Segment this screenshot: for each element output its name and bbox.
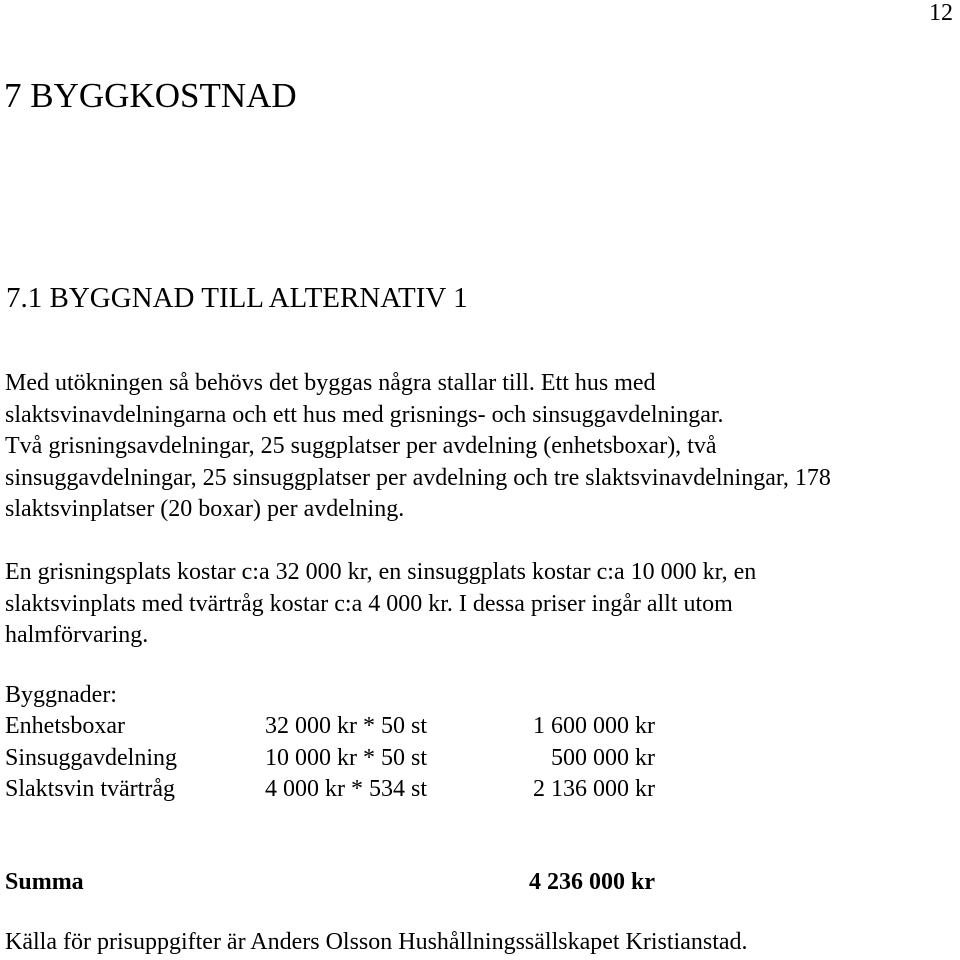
summary-label: Summa [5, 869, 84, 895]
paragraph-line: halmförvaring. [5, 622, 149, 648]
page-number: 12 [929, 0, 953, 26]
intro-paragraph [5, 368, 831, 526]
buildings-label: Byggnader: [5, 682, 117, 708]
source-note: Källa för prisuppgifter är Anders Olsson Hushållningssällskapet Kristianstad. [5, 929, 748, 955]
paragraph-line: Två grisningsavdelningar, 25 suggplatser per avdelning (enhetsboxar), två [5, 433, 717, 459]
cost-row [5, 774, 665, 806]
cost-item-calculation: 4 000 kr * 534 st [265, 776, 427, 802]
cost-item-name: Sinsuggavdelning [5, 744, 177, 771]
summary-total: 4 236 000 kr [529, 869, 655, 895]
price-paragraph [5, 557, 756, 652]
paragraph-line: slaktsvinplats med tvärtråg kostar c:a 4 000 kr. I dessa priser ingår allt utom [5, 590, 733, 617]
paragraph-line: En grisningsplats kostar c:a 32 000 kr, en sinsuggplats kostar c:a 10 000 kr, en [5, 559, 757, 585]
cost-row [5, 711, 665, 743]
paragraph-line: slaktsvinplatser (20 boxar) per avdelning. [5, 496, 405, 522]
cost-item-total: 1 600 000 kr [533, 713, 655, 739]
paragraph-line: Med utökningen så behövs det byggas några stallar till. Ett hus med [5, 370, 656, 396]
cost-row [5, 743, 665, 775]
cost-item-calculation: 32 000 kr * 50 st [265, 713, 427, 739]
paragraph-line: sinsuggavdelningar, 25 sinsuggplatser per avdelning och tre slaktsvinavdelningar, 178 [5, 464, 831, 491]
cost-item-calculation: 10 000 kr * 50 st [265, 744, 427, 771]
cost-item-name: Slaktsvin tvärtråg [5, 776, 175, 802]
cost-table [5, 711, 665, 806]
paragraph-line: slaktsvinavdelningarna och ett hus med grisnings- och sinsuggavdelningar. [5, 401, 724, 428]
section-heading: 7.1 BYGGNAD TILL ALTERNATIV 1 [6, 282, 468, 314]
cost-item-total: 2 136 000 kr [533, 776, 655, 802]
chapter-heading: 7 BYGGKOSTNAD [4, 76, 297, 115]
cost-item-total: 500 000 kr [551, 744, 655, 771]
summary-row [5, 867, 665, 899]
cost-item-name: Enhetsboxar [5, 713, 125, 739]
